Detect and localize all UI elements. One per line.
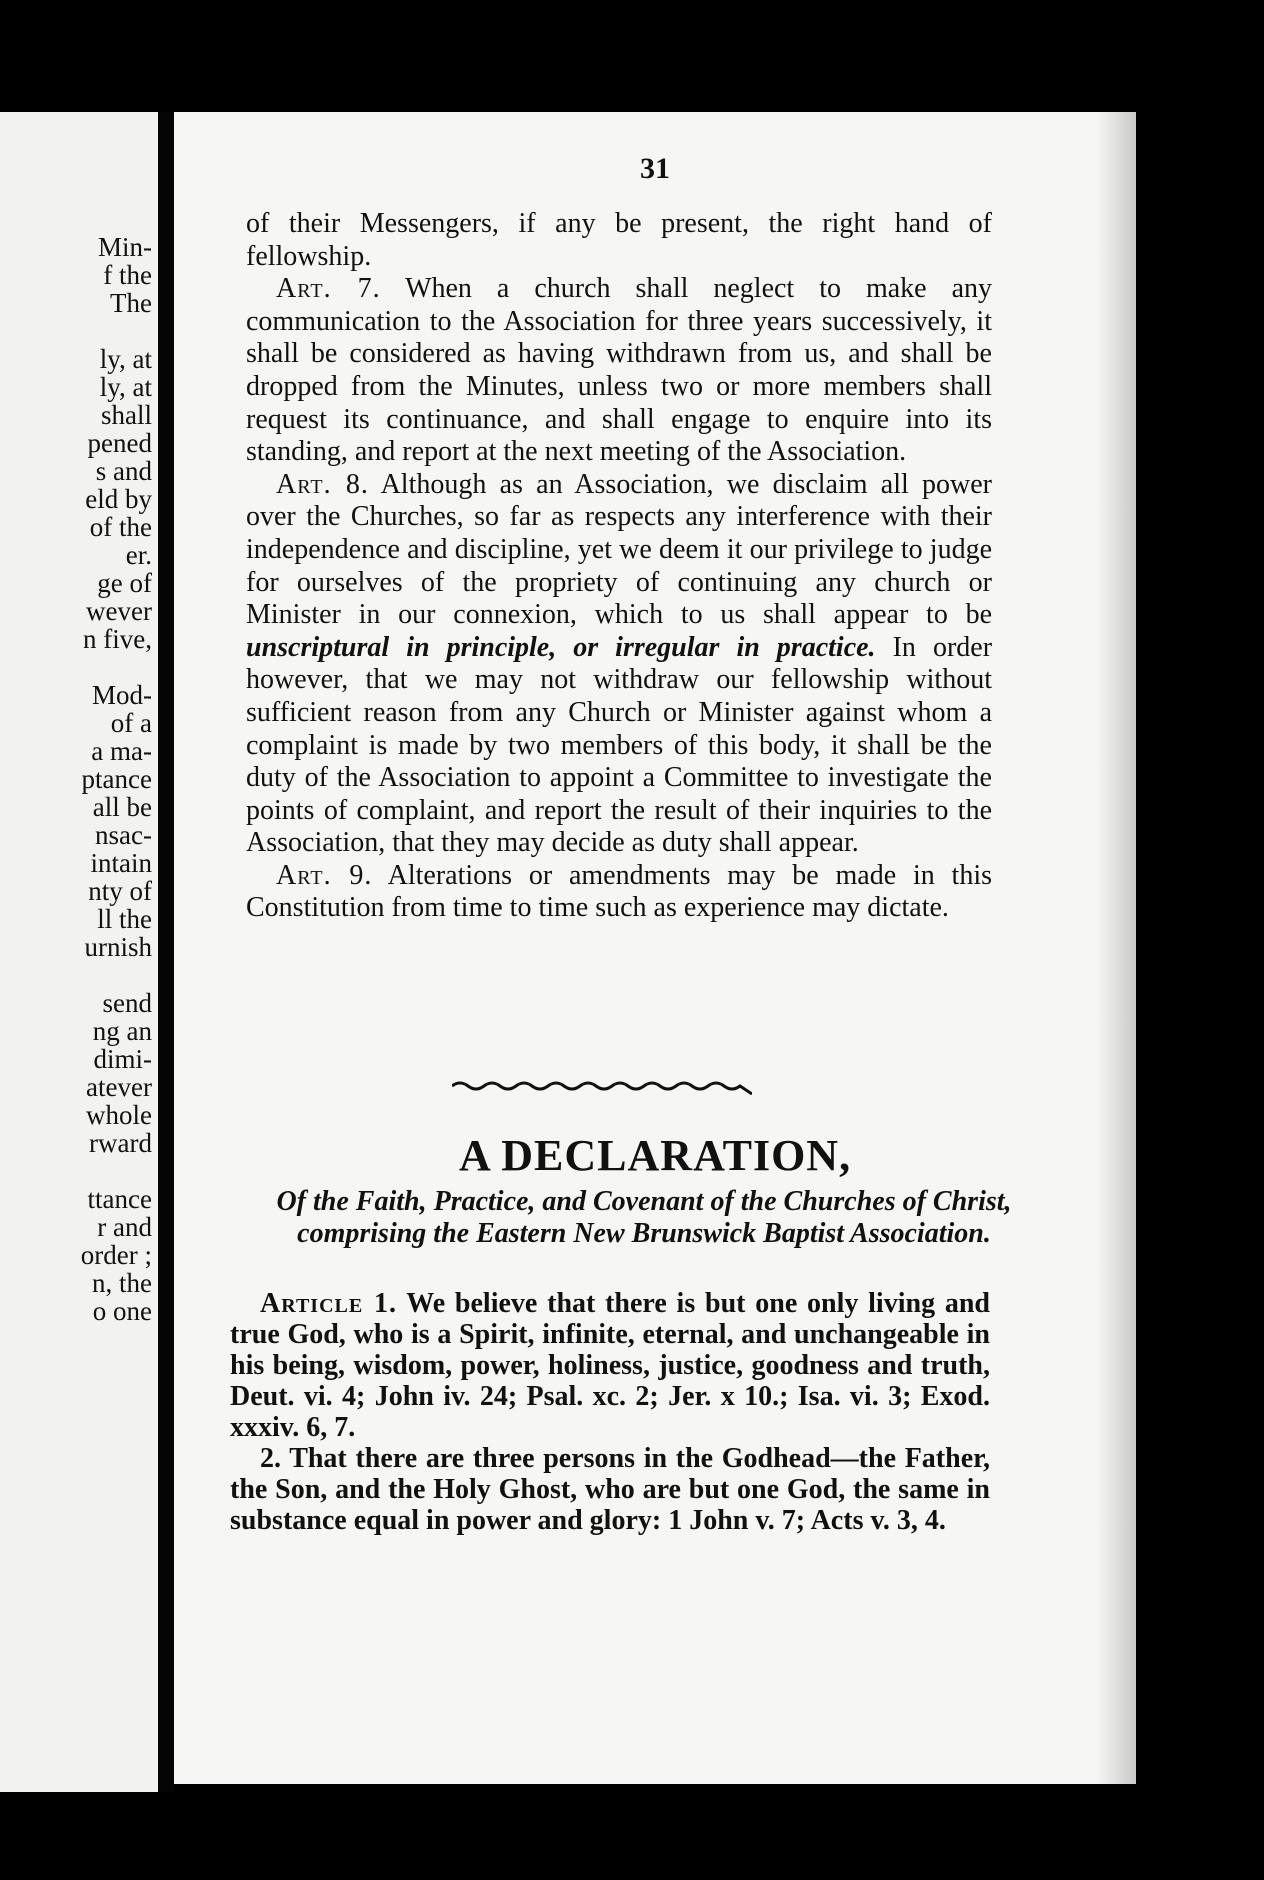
article-7 bbox=[246, 273, 992, 469]
left-page-fragment: o one bbox=[92, 1296, 152, 1326]
article-8-italic: unscriptural in principle, or irregular in practice. bbox=[246, 631, 876, 663]
left-page-fragment: order ; bbox=[80, 1240, 152, 1270]
wavy-divider bbox=[452, 1078, 752, 1098]
left-page-fragment: send bbox=[102, 988, 152, 1018]
left-page-fragment: ge of bbox=[97, 568, 152, 598]
article-8-text-b: In order however, that we may not withdraw our fellowship without sufficient reason from any Church or Minister against whom a complaint is made by two members of this body, it shall be the duty of the Association to appoint a Committee to investigate the points of complaint, and report the result of their inquiries to the Association, that they may decide as duty shall appear. bbox=[246, 631, 993, 859]
left-page-fragment: n five, bbox=[83, 624, 152, 654]
left-page-fragment: ly, at bbox=[99, 372, 152, 402]
declaration-articles bbox=[230, 1288, 990, 1536]
left-page-fragment: ng an bbox=[92, 1016, 152, 1046]
right-page bbox=[174, 112, 1136, 1784]
left-page-fragment: of the bbox=[89, 512, 152, 542]
left-page-fragment: dimi- bbox=[93, 1044, 152, 1074]
article-7-continuation: of their Messengers, if any be present, the right hand of fellowship. bbox=[246, 208, 992, 272]
article-7-label: Art. 7. bbox=[276, 273, 381, 305]
article-1 bbox=[230, 1288, 990, 1443]
page-edge-shadow bbox=[1096, 112, 1136, 1784]
left-page-fragment: Min- bbox=[98, 232, 152, 262]
left-facing-page bbox=[0, 112, 158, 1792]
left-page-fragment: ly, at bbox=[99, 344, 152, 374]
left-page-fragment: ttance bbox=[87, 1184, 152, 1214]
left-page-fragment: whole bbox=[86, 1100, 152, 1130]
article-8-text-a: Although as an Association, we disclaim all power over the Churches, so far as respects any interference with their independence and discipline, yet we deem it our privilege to judge for ourselves of the propriety of continuing any church or Minister in our connexion, which to us shall appear to be bbox=[246, 468, 993, 631]
article-7-text: When a church shall neglect to make any communication to the Association for three years successively, it shall be considered as having withdrawn from us, and shall be dropped from the Minutes, unless two or more members shall request its continuance, and shall engage to enquire into its standing, and report at the next meeting of the Association. bbox=[246, 273, 993, 468]
left-page-fragment: nty of bbox=[88, 876, 152, 906]
left-page-fragment: rward bbox=[89, 1128, 152, 1158]
left-page-fragment: s and bbox=[95, 456, 152, 486]
left-page-fragment: nsac- bbox=[95, 820, 152, 850]
left-page-fragment: Mod- bbox=[92, 680, 152, 710]
declaration-title: A DECLARATION, bbox=[458, 1131, 852, 1180]
left-page-fragment: ll the bbox=[97, 904, 152, 934]
left-page-fragment: er. bbox=[125, 540, 152, 570]
page-number: 31 bbox=[640, 152, 670, 185]
left-page-fragment: intain bbox=[90, 848, 152, 878]
left-page-fragment: ptance bbox=[81, 764, 152, 794]
left-page-fragment: atever bbox=[86, 1072, 152, 1102]
article-2-text: That there are three persons in the Godhead—the Father, the Son, and the Holy Ghost, who are but one God, the same in substance equal in power and glory: 1 John v. 7; Acts v. 3, 4. bbox=[230, 1443, 990, 1536]
left-page-fragment: shall bbox=[101, 400, 152, 430]
left-page-fragment: all be bbox=[92, 792, 152, 822]
article-9-label: Art. 9. bbox=[276, 859, 373, 891]
left-page-fragment: n, the bbox=[92, 1268, 152, 1298]
left-page-fragment: a ma- bbox=[91, 736, 152, 766]
page-gutter bbox=[158, 112, 174, 1792]
article-8 bbox=[246, 469, 992, 860]
left-page-fragment: of a bbox=[110, 708, 152, 738]
left-page-fragment: pened bbox=[87, 428, 152, 458]
article-8-label: Art. 8. bbox=[276, 468, 369, 500]
article-9-text: Alterations or amendments may be made in this Constitution from time to time such as experience may dictate. bbox=[246, 859, 992, 924]
left-page-fragment: The bbox=[110, 288, 152, 318]
left-page-fragment: urnish bbox=[84, 932, 152, 962]
left-page-fragment: eld by bbox=[85, 484, 152, 514]
article-9 bbox=[246, 860, 992, 925]
article-2-label: 2. bbox=[260, 1443, 281, 1474]
article-1-label: Article 1. bbox=[260, 1288, 397, 1319]
constitution-articles bbox=[246, 208, 992, 925]
left-page-fragment: r and bbox=[97, 1212, 152, 1242]
left-page-fragment: f the bbox=[103, 260, 152, 290]
article-2 bbox=[230, 1443, 990, 1536]
article-1-text: We believe that there is but one only living and true God, who is a Spirit, infinite, eternal, and unchangeable in his being, wisdom, power, holiness, justice, goodness and truth, Deut. vi. 4; John iv. 24; Psal. xc. 2; Jer. x 10.; Isa. vi. 3; Exod. xxxiv. 6, 7. bbox=[230, 1288, 990, 1443]
declaration-subtitle: Of the Faith, Practice, and Covenant of the Churches of Christ, comprising the Eastern New Brunswick Baptist Association. bbox=[276, 1186, 1012, 1249]
left-page-fragment: wever bbox=[86, 596, 152, 626]
